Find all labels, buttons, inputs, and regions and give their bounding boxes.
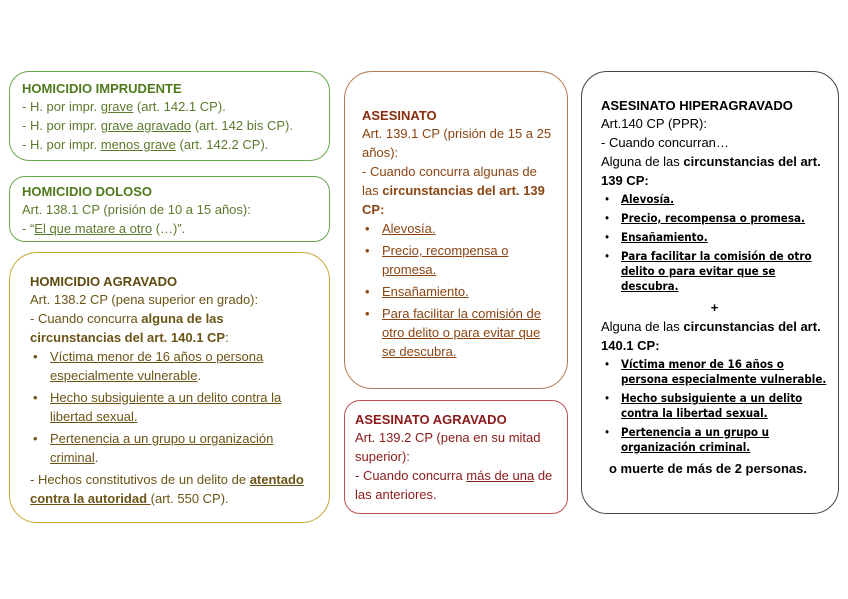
list-item: • Hecho subsiguiente a un delito contra la libertad sexual.	[33, 390, 282, 424]
imprudente-line-3: - H. por impr. menos grave (art. 142.2 CP).	[22, 137, 269, 152]
list-item: • Alevosía.	[604, 192, 675, 206]
homicidio-doloso-box	[9, 176, 330, 242]
list-item: • Pertenencia a un grupo u organización criminal.	[604, 425, 769, 454]
list-item: • Para facilitar la comisión de otro delito o para evitar que se descubra.	[604, 249, 812, 293]
asesinato-box	[344, 71, 568, 389]
hiperagravado-plus: +	[710, 300, 719, 315]
homicidio-agravado-box	[9, 252, 330, 523]
hiperagravado-art: Art.140 CP (PPR):	[601, 116, 707, 131]
hiperagravado-list-2	[601, 357, 828, 455]
list-item: • Alevosía.	[365, 221, 436, 236]
agravado-condition: - Cuando concurra alguna de las circunstancias del art. 140.1 CP:	[30, 311, 229, 345]
hiperagravado-title: ASESINATO HIPERAGRAVADO	[601, 98, 793, 113]
list-item: • Ensañamiento.	[365, 284, 469, 299]
doloso-art: Art. 138.1 CP (prisión de 10 a 15 años):	[22, 202, 251, 217]
imprudente-line-1: - H. por impr. grave (art. 142.1 CP).	[22, 99, 226, 114]
asesinato-agravado-box	[344, 400, 568, 514]
list-item: • Para facilitar la comisión de otro delito o para evitar que se descubra.	[365, 306, 541, 359]
asesinato-art: Art. 139.1 CP (prisión de 15 a 25 años):	[362, 126, 552, 160]
list-item: • Víctima menor de 16 años o persona especialmente vulnerable.	[604, 357, 827, 386]
homicidio-imprudente-box	[9, 71, 330, 161]
list-item: • Precio, recompensa o promesa.	[365, 243, 509, 277]
asesinato-agravado-art: Art. 139.2 CP (pena en su mitad superior):	[355, 430, 541, 464]
asesinato-list	[362, 219, 557, 361]
asesinato-hiperagravado-box	[581, 71, 839, 514]
asesinato-title: ASESINATO	[362, 108, 437, 123]
agravado-hechos: - Hechos constitutivos de un delito de atentado contra la autoridad (art. 550 CP).	[30, 472, 304, 506]
asesinato-condition: - Cuando concurra algunas de las circunstancias del art. 139 CP:	[362, 164, 545, 217]
list-item: • Víctima menor de 16 años o persona especialmente vulnerable.	[33, 349, 264, 383]
hiperagravado-a: Alguna de las circunstancias del art. 139 CP:	[601, 154, 821, 188]
list-item: • Pertenencia a un grupo u organización criminal.	[33, 431, 274, 465]
list-item: • Hecho subsiguiente a un delito contra la libertad sexual.	[604, 391, 803, 420]
agravado-art: Art. 138.2 CP (pena superior en grado):	[30, 292, 259, 307]
homicidio-imprudente-title: HOMICIDIO IMPRUDENTE	[22, 81, 182, 96]
asesinato-agravado-condition: - Cuando concurra más de una de las anteriores.	[355, 468, 553, 502]
doloso-quote: - “El que matare a otro (…)”.	[22, 221, 186, 236]
hiperagravado-dash: - Cuando concurran…	[601, 135, 729, 150]
agravado-list	[30, 347, 317, 467]
asesinato-agravado-title: ASESINATO AGRAVADO	[355, 412, 507, 427]
list-item: • Precio, recompensa o promesa.	[604, 211, 805, 225]
list-item: • Ensañamiento.	[604, 230, 708, 244]
hiperagravado-b: Alguna de las circunstancias del art. 140.1 CP:	[601, 319, 821, 353]
homicidio-agravado-title: HOMICIDIO AGRAVADO	[30, 274, 178, 289]
hiperagravado-list-1	[601, 192, 828, 294]
hiperagravado-final: o muerte de más de 2 personas.	[609, 461, 807, 476]
homicidio-doloso-title: HOMICIDIO DOLOSO	[22, 184, 152, 199]
imprudente-line-2: - H. por impr. grave agravado (art. 142 bis CP).	[22, 118, 293, 133]
